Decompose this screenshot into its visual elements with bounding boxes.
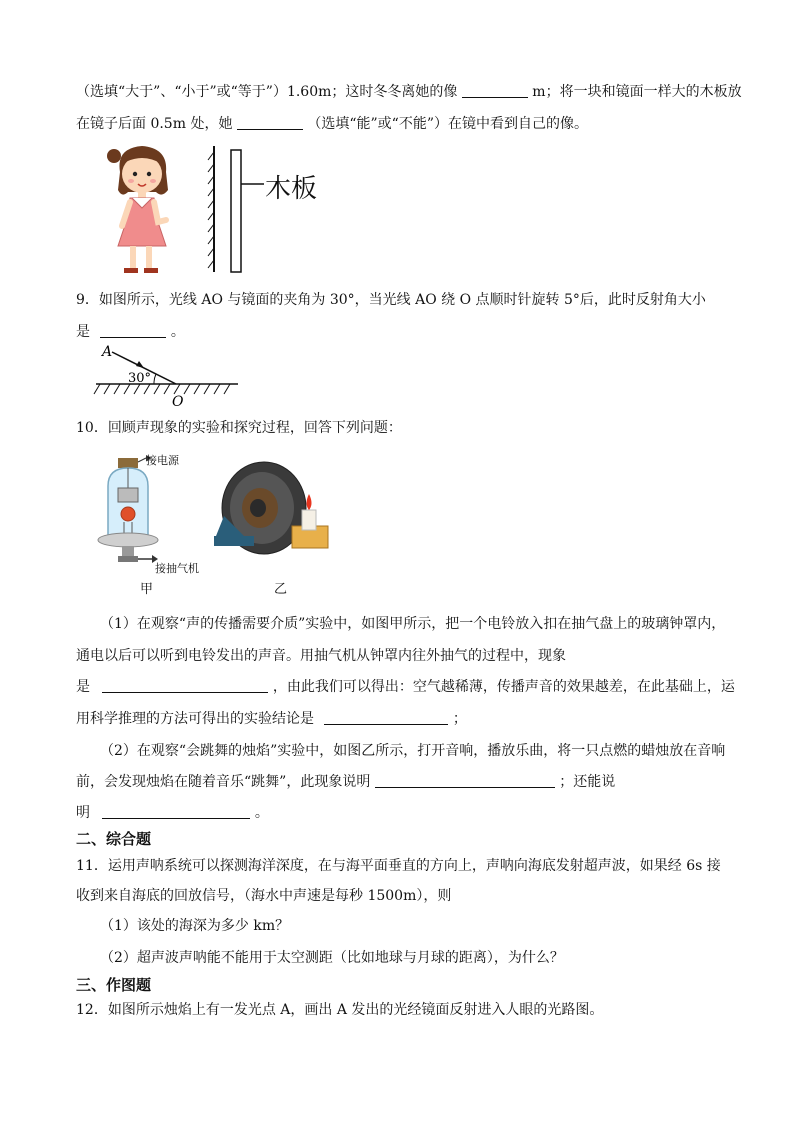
bell-jar-apparatus xyxy=(98,455,158,563)
label-pump: 接抽气机 xyxy=(155,562,199,575)
girl-mirror-board-figure xyxy=(92,142,332,276)
section-heading-comprehensive: 二、综合题 xyxy=(76,830,152,848)
q10-p2-line-2: 前，会发现烛焰在随着音乐“跳舞”，此现象说明 ；还能说 xyxy=(76,774,616,790)
q9-line-2: 是 。 xyxy=(76,324,185,340)
q10-p1-line-4: 用科学推理的方法可得出的实验结论是 ； xyxy=(76,711,467,727)
q8-line-2: 在镜子后面 0.5m 处，她 （选填“能”或“不能”）在镜中看到自己的像。 xyxy=(76,116,588,132)
q11-line-1: 11．运用声呐系统可以探测海洋深度，在与海平面垂直的方向上，声呐向海底发射超声波，如果经 6s 接 xyxy=(76,858,721,874)
sound-experiments-figure xyxy=(96,446,336,594)
wooden-board xyxy=(231,150,264,272)
q9-blank-reflection-angle[interactable] xyxy=(100,323,166,338)
q11-line-2: 收到来自海底的回放信号，（海水中声速是每秒 1500m），则 xyxy=(76,888,452,904)
q9-line-1: 9．如图所示，光线 AO 与镜面的夹角为 30°，当光线 AO 绕 O 点顺时针旋转 5°后，此时反射角大小 xyxy=(76,292,706,308)
angle-label: 30° xyxy=(128,371,152,386)
q10-p1-line-1: （1）在观察“声的传播需要介质”实验中，如图甲所示，把一个电铃放入扣在抽气盘上的玻璃钟罩内， xyxy=(100,616,726,632)
q8-blank-can-see[interactable] xyxy=(237,115,303,130)
speaker-candle-apparatus xyxy=(214,462,328,554)
q10-p2-line-1: （2）在观察“会跳舞的烛焰”实验中，如图乙所示，打开音响，播放乐曲，将一只点燃的蜡烛放在音响 xyxy=(100,743,726,759)
label-a: A xyxy=(102,344,113,360)
q10-blank-phenomenon[interactable] xyxy=(102,678,268,693)
label-yi: 乙 xyxy=(274,582,288,597)
q8-blank-distance[interactable] xyxy=(462,83,528,98)
q10-p1-line-2: 通电以后可以听到电铃发出的声音。用抽气机从钟罩内往外抽气的过程中，现象 xyxy=(76,648,566,664)
q8-line-1: （选填“大于”、“小于”或“等于”）1.60m；这时冬冬离她的像 m；将一块和镜面一样大的木板放 xyxy=(76,84,742,100)
q11-part-2: （2）超声波声呐能不能用于太空测距（比如地球与月球的距离），为什么？ xyxy=(100,950,564,966)
ray-arrow xyxy=(136,361,144,368)
q10-p2-line-3: 明 。 xyxy=(76,805,269,821)
q10-blank-conclusion[interactable] xyxy=(324,710,448,725)
label-jia: 甲 xyxy=(140,582,154,597)
q10-blank-explains-1[interactable] xyxy=(375,773,555,788)
q10-blank-explains-2[interactable] xyxy=(102,804,250,819)
mirror xyxy=(208,146,214,272)
girl-illustration xyxy=(107,146,168,273)
label-o: O xyxy=(172,394,184,410)
board-label: 木板 xyxy=(265,174,318,204)
ray-diagram-figure xyxy=(92,342,242,412)
label-power: 接电源 xyxy=(146,454,179,467)
q11-part-1: （1）该处的海深为多少 km？ xyxy=(100,918,290,934)
q10-p1-line-3: 是 ，由此我们可以得出：空气越稀薄，传播声音的效果越差，在此基础上，运 xyxy=(76,679,735,695)
q10-intro: 10．回顾声现象的实验和探究过程，回答下列问题： xyxy=(76,420,402,436)
q12-line: 12．如图所示烛焰上有一发光点 A，画出 A 发出的光经镜面反射进入人眼的光路图。 xyxy=(76,1002,604,1018)
section-heading-drawing: 三、作图题 xyxy=(76,976,152,994)
